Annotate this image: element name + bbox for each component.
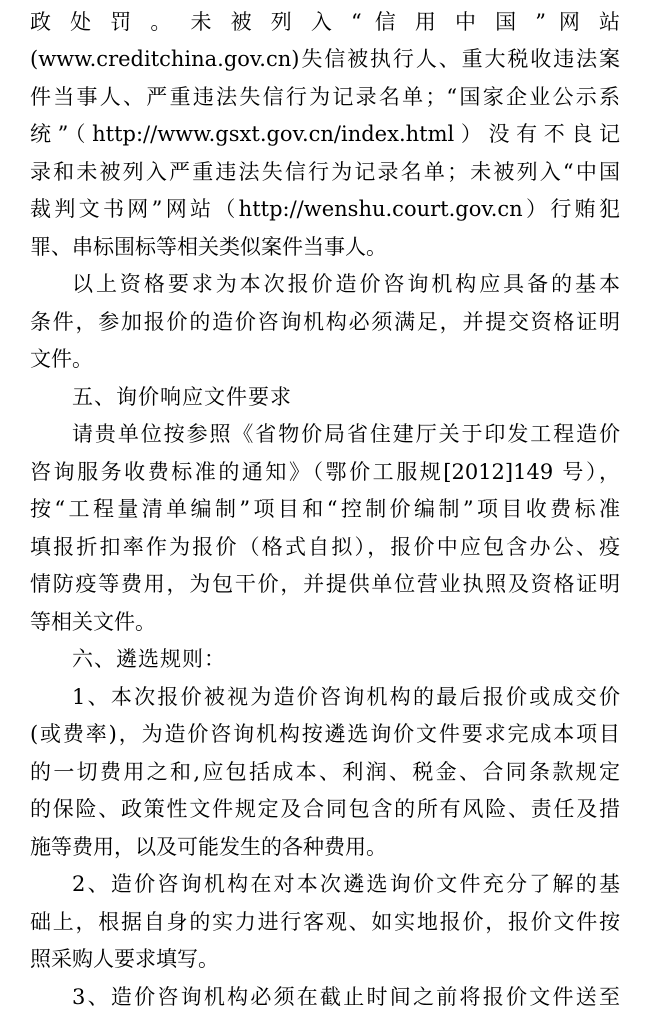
paragraph-line: 础上，根据自身的实力进行客观、如实地报价，报价文件按: [30, 910, 620, 934]
paragraph-line: 罪、串标围标等相关类似案件当事人。: [30, 235, 387, 259]
section-heading: 六、遴选规则：: [72, 647, 226, 671]
paragraph-line: 1、本次报价被视为造价咨询机构的最后报价或成交价: [72, 685, 620, 709]
paragraph-line: 情防疫等费用，为包干价，并提供单位营业执照及资格证明: [30, 572, 620, 596]
paragraph-line: 件当事人、严重违法失信行为记录名单；“国家企业公示系: [30, 85, 620, 109]
paragraph-line: 统”（http://www.gsxt.gov.cn/index.html）没有不良记: [30, 122, 620, 146]
paragraph-line: 2、造价咨询机构在对本次遴选询价文件充分了解的基: [72, 872, 620, 896]
paragraph-line: 等相关文件。: [30, 610, 156, 634]
paragraph-line: 咨询服务收费标准的通知》（鄂价工服规[2012]149 号），: [30, 460, 620, 484]
paragraph-line: 裁判文书网”网站（http://wenshu.court.gov.cn）行贿犯: [30, 197, 620, 221]
paragraph-line: 录和未被列入严重违法失信行为记录名单；未被列入“中国: [30, 160, 620, 184]
paragraph-line: 照采购人要求填写。: [30, 947, 219, 971]
paragraph-line: 条件，参加报价的造价咨询机构必须满足，并提交资格证明: [30, 310, 620, 334]
section-heading: 五、询价响应文件要求: [72, 385, 292, 409]
paragraph-line: 文件。: [30, 347, 93, 371]
paragraph-line: 政 处 罚 。 未 被 列 入 “ 信 用 中 国 ” 网 站: [30, 10, 620, 34]
paragraph-line: 的一切费用之和,应包括成本、利润、税金、合同条款规定: [30, 760, 620, 784]
paragraph-line: 填报折扣率作为报价（格式自拟），报价中应包含办公、疫: [30, 535, 620, 559]
paragraph-line: 的保险、政策性文件规定及合同包含的所有风险、责任及措: [30, 797, 620, 821]
paragraph-line: 施等费用，以及可能发生的各种费用。: [30, 835, 387, 859]
paragraph-line: 请贵单位按参照《省物价局省住建厅关于印发工程造价: [72, 422, 620, 446]
paragraph-line: 3、造价咨询机构必须在截止时间之前将报价文件送至: [72, 985, 620, 1009]
paragraph-line: (或费率)，为造价咨询机构按遴选询价文件要求完成本项目: [30, 722, 620, 746]
paragraph-line: 按“工程量清单编制”项目和“控制价编制”项目收费标准: [30, 497, 620, 521]
paragraph-line: 以上资格要求为本次报价造价咨询机构应具备的基本: [72, 272, 620, 296]
paragraph-line: (www.creditchina.gov.cn)失信被执行人、重大税收违法案: [30, 47, 620, 71]
